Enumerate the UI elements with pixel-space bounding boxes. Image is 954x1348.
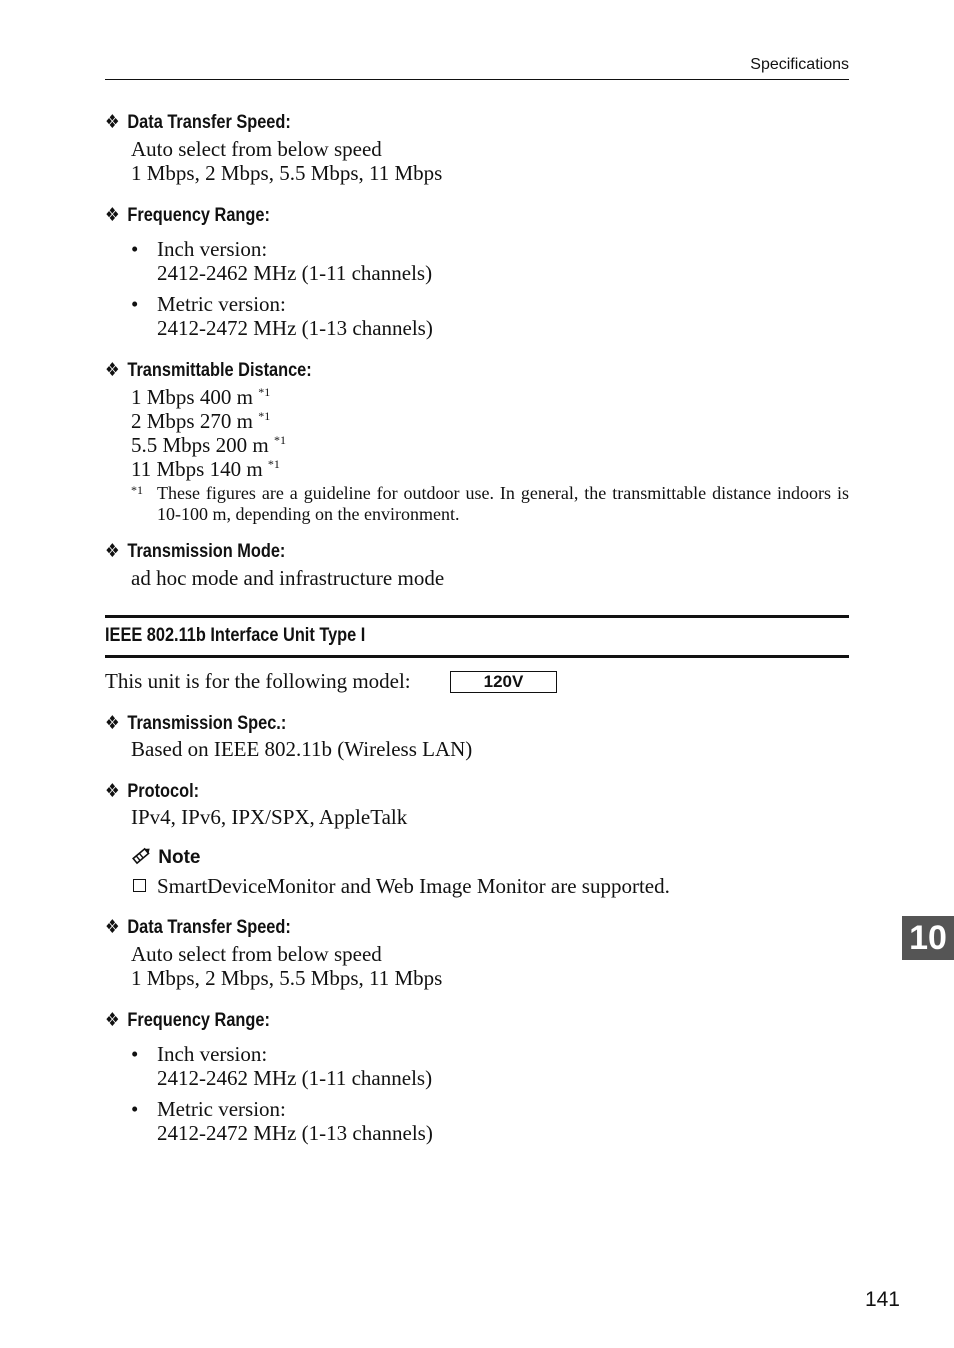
list-item-value: 2412-2472 MHz (1-13 channels) (157, 1121, 433, 1145)
list-item-value: 2412-2462 MHz (1-11 channels) (157, 261, 433, 285)
list-item-label: Metric version: (157, 292, 286, 316)
model-intro: This unit is for the following model: (105, 669, 411, 693)
header-rule (105, 79, 849, 80)
model-badge: 120V (450, 671, 557, 693)
footnote-reference: *1 (258, 385, 271, 399)
note-item: SmartDeviceMonitor and Web Image Monitor are supported. (157, 874, 670, 898)
section-heading-frequency-range: ❖ Frequency Range: (105, 1010, 270, 1031)
footnote-text: These figures are a guideline for outdoor use. In general, the transmittable distance indoors is 10-100 m, depending on the environment. (157, 483, 849, 524)
body-text: 1 Mbps, 2 Mbps, 5.5 Mbps, 11 Mbps (131, 966, 443, 990)
subsection-rule-bottom (105, 655, 849, 658)
body-text: Auto select from below speed (131, 942, 382, 966)
list-item-value: 2412-2472 MHz (1-13 channels) (157, 316, 433, 340)
distance-row: 11 Mbps 140 m $^{*1}$ (131, 457, 280, 481)
checkbox-icon (133, 879, 146, 892)
section-heading-data-transfer-speed: ❖ Data Transfer Speed: (105, 112, 291, 133)
bullet-icon: • (131, 292, 139, 316)
body-text: ad hoc mode and infrastructure mode (131, 566, 445, 590)
section-heading-protocol: ❖ Protocol: (105, 781, 200, 802)
footnote-reference: *1 (273, 433, 286, 447)
section-heading-transmission-spec: ❖ Transmission Spec.: (105, 713, 287, 734)
section-heading-transmission-mode: ❖ Transmission Mode: (105, 541, 286, 562)
diamond-icon: ❖ (105, 781, 120, 802)
section-heading-data-transfer-speed: ❖ Data Transfer Speed: (105, 917, 291, 938)
list-item-label: Inch version: (157, 1042, 268, 1066)
diamond-icon: ❖ (105, 713, 120, 734)
section-heading-frequency-range: ❖ Frequency Range: (105, 205, 270, 226)
bullet-icon: • (131, 1042, 139, 1066)
list-item-label: Inch version: (157, 237, 268, 261)
subsection-title: IEEE 802.11b Interface Unit Type I (105, 625, 366, 646)
distance-row: 2 Mbps 270 m $^{*1}$ (131, 409, 271, 433)
body-text: Based on IEEE 802.11b (Wireless LAN) (131, 737, 473, 761)
list-item-value: 2412-2462 MHz (1-11 channels) (157, 1066, 433, 1090)
body-text: IPv4, IPv6, IPX/SPX, AppleTalk (131, 805, 408, 829)
body-text: 1 Mbps, 2 Mbps, 5.5 Mbps, 11 Mbps (131, 161, 443, 185)
section-heading-transmittable-distance: ❖ Transmittable Distance: (105, 360, 312, 381)
diamond-icon: ❖ (105, 1010, 120, 1031)
footnote-marker: *1 (131, 483, 143, 497)
list-item-label: Metric version: (157, 1097, 286, 1121)
note-heading: Note (131, 845, 201, 869)
footnote-reference: *1 (267, 457, 280, 471)
distance-row: 5.5 Mbps 200 m $^{*1}$ (131, 433, 286, 457)
pencil-icon (131, 845, 153, 865)
body-text: Auto select from below speed (131, 137, 382, 161)
diamond-icon: ❖ (105, 917, 120, 938)
page-number: 141 (864, 1288, 900, 1311)
diamond-icon: ❖ (105, 541, 120, 562)
bullet-icon: • (131, 237, 139, 261)
chapter-tab: 10 (902, 916, 954, 960)
footnote-reference: *1 (258, 409, 271, 423)
diamond-icon: ❖ (105, 205, 120, 226)
bullet-icon: • (131, 1097, 139, 1121)
distance-row: 1 Mbps 400 m $^{*1}$ (131, 385, 271, 409)
running-header: Specifications (750, 56, 849, 73)
subsection-rule-top (105, 615, 849, 618)
diamond-icon: ❖ (105, 360, 120, 381)
diamond-icon: ❖ (105, 112, 120, 133)
